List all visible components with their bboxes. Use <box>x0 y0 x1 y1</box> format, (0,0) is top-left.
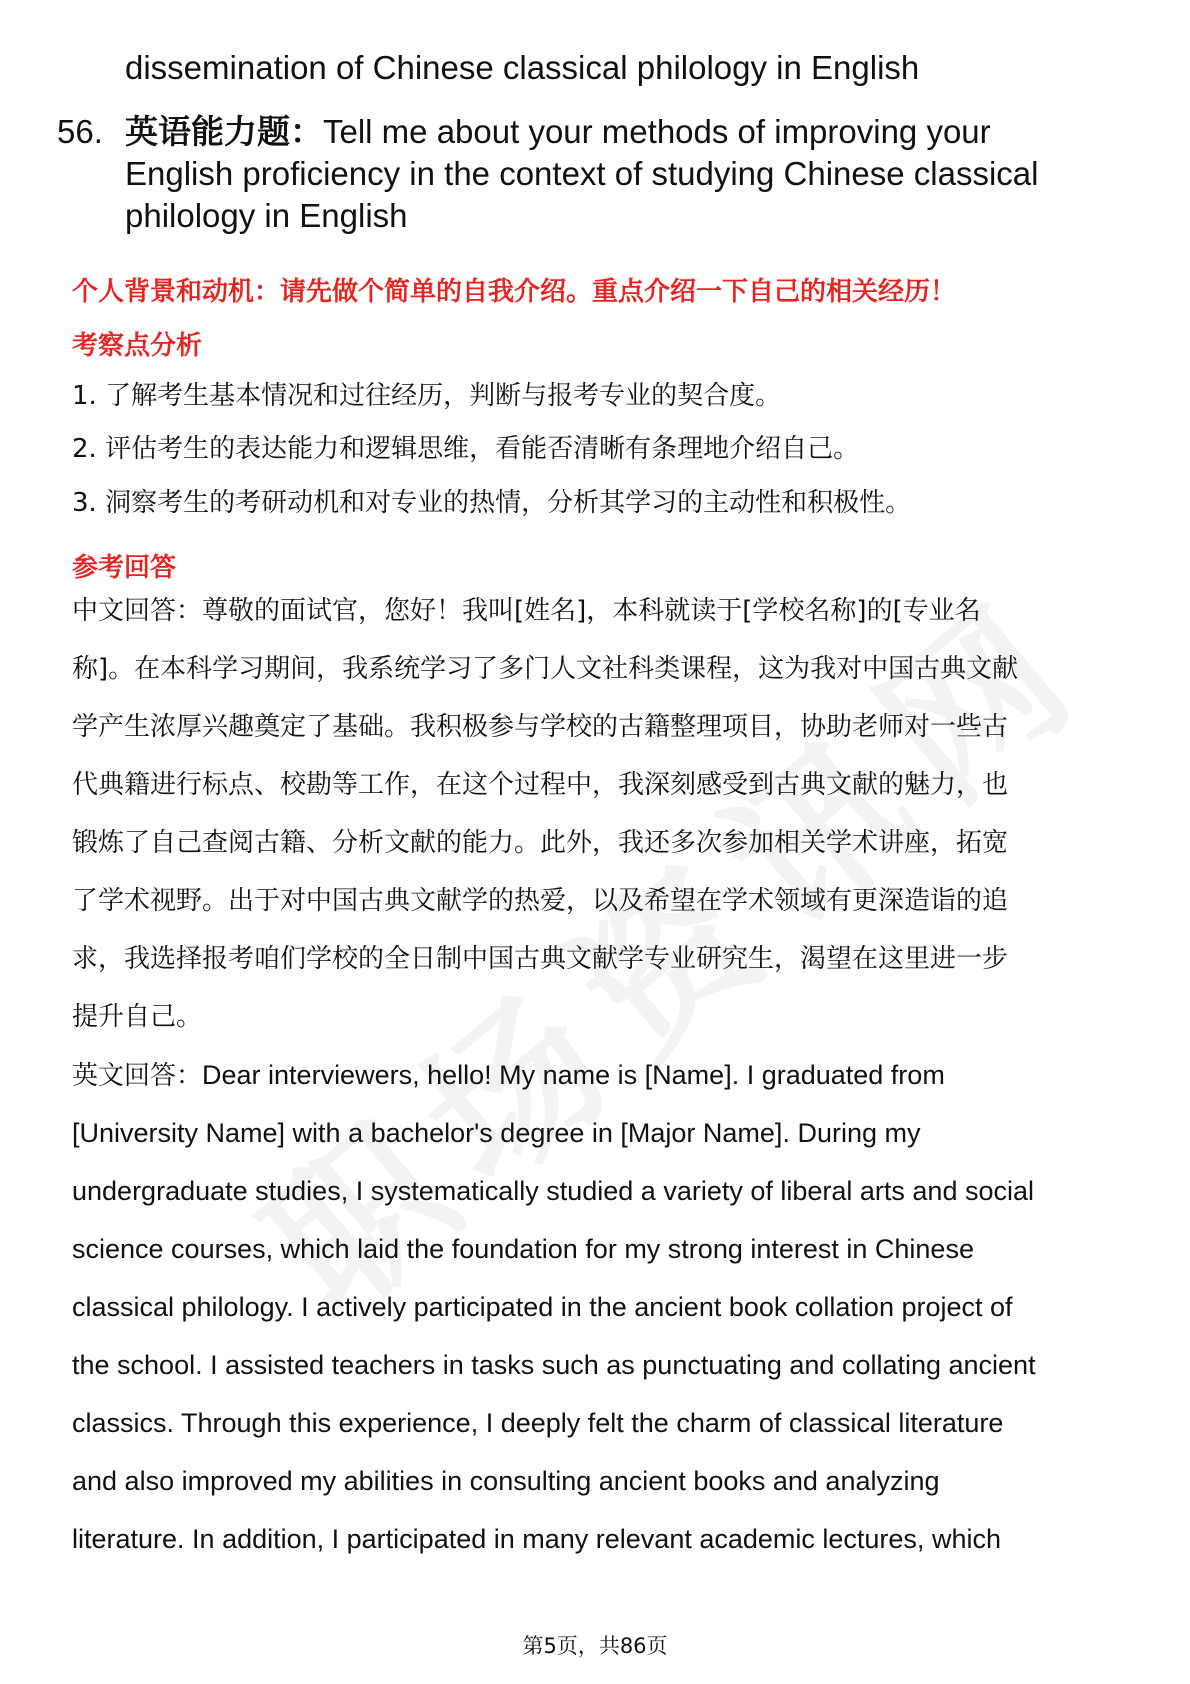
question-continuation: dissemination of Chinese classical philology in English <box>125 49 920 86</box>
english-answer-line: classical philology. I actively participated in the ancient book collation project of <box>72 1292 1013 1322</box>
analysis-point: 1. 了解考生基本情况和过往经历，判断与报考专业的契合度。 <box>72 381 782 411</box>
english-answer-line: and also improved my abilities in consulting ancient books and analyzing <box>72 1466 940 1496</box>
analysis-point: 2. 评估考生的表达能力和逻辑思维，看能否清晰有条理地介绍自己。 <box>72 434 860 464</box>
question-label: 英语能力题： <box>125 112 323 151</box>
analysis-point: 3. 洞察考生的考研动机和对专业的热情，分析其学习的主动性和积极性。 <box>72 488 912 518</box>
section-title: 个人背景和动机：请先做个简单的自我介绍。重点介绍一下自己的相关经历！ <box>72 277 957 307</box>
chinese-answer-line: 求，我选择报考咱们学校的全日制中国古典文献学专业研究生，渴望在这里进一步 <box>72 944 1009 974</box>
english-answer-line: classics. Through this experience, I deeply felt the charm of classical literature <box>72 1408 1004 1438</box>
chinese-answer-line: 提升自己。 <box>72 1002 203 1032</box>
chinese-answer-line: 中文回答：尊敬的面试官，您好！我叫[姓名]，本科就读于[学校名称]的[专业名 <box>72 596 981 626</box>
english-answer-line: the school. I assisted teachers in tasks such as punctuating and collating ancient <box>72 1350 1036 1380</box>
english-answer-line: [University Name] with a bachelor's degree in [Major Name]. During my <box>72 1118 921 1148</box>
question-text <box>125 111 1115 237</box>
english-answer-label: 英文回答： <box>72 1061 203 1091</box>
chinese-answer-line: 锻炼了自己查阅古籍、分析文献的能力。此外，我还多次参加相关学术讲座，拓宽 <box>72 828 1009 858</box>
english-answer-line: undergraduate studies, I systematically studied a variety of liberal arts and social <box>72 1176 1034 1206</box>
chinese-answer-line: 代典籍进行标点、校勘等工作，在这个过程中，我深刻感受到古典文献的魅力，也 <box>72 770 1009 800</box>
english-answer-line: science courses, which laid the foundation for my strong interest in Chinese <box>72 1234 974 1264</box>
question-line-2: English proficiency in the context of studying Chinese classical <box>125 155 1039 192</box>
question-number: 56. <box>57 113 103 150</box>
chinese-answer-line: 学产生浓厚兴趣奠定了基础。我积极参与学校的古籍整理项目，协助老师对一些古 <box>72 712 1009 742</box>
chinese-answer-line: 称]。在本科学习期间，我系统学习了多门人文社科类课程，这为我对中国古典文献 <box>72 654 1019 684</box>
english-answer-line: literature. In addition, I participated in many relevant academic lectures, which <box>72 1524 1001 1554</box>
reference-answer-body <box>72 582 1132 1568</box>
english-answer-text: Dear interviewers, hello! My name is [Name]. I graduated from <box>202 1060 945 1090</box>
english-answer-first-line <box>72 1046 1132 1104</box>
chinese-answer-line: 了学术视野。出于对中国古典文献学的热爱，以及希望在学术领域有更深造诣的追 <box>72 886 1009 916</box>
question-line-1: Tell me about your methods of improving your <box>323 113 991 150</box>
question-line-3: philology in English <box>125 197 408 234</box>
reference-heading: 参考回答 <box>72 553 177 583</box>
page-footer: 第5页，共86页 <box>522 1634 668 1658</box>
analysis-heading: 考察点分析 <box>72 331 203 361</box>
